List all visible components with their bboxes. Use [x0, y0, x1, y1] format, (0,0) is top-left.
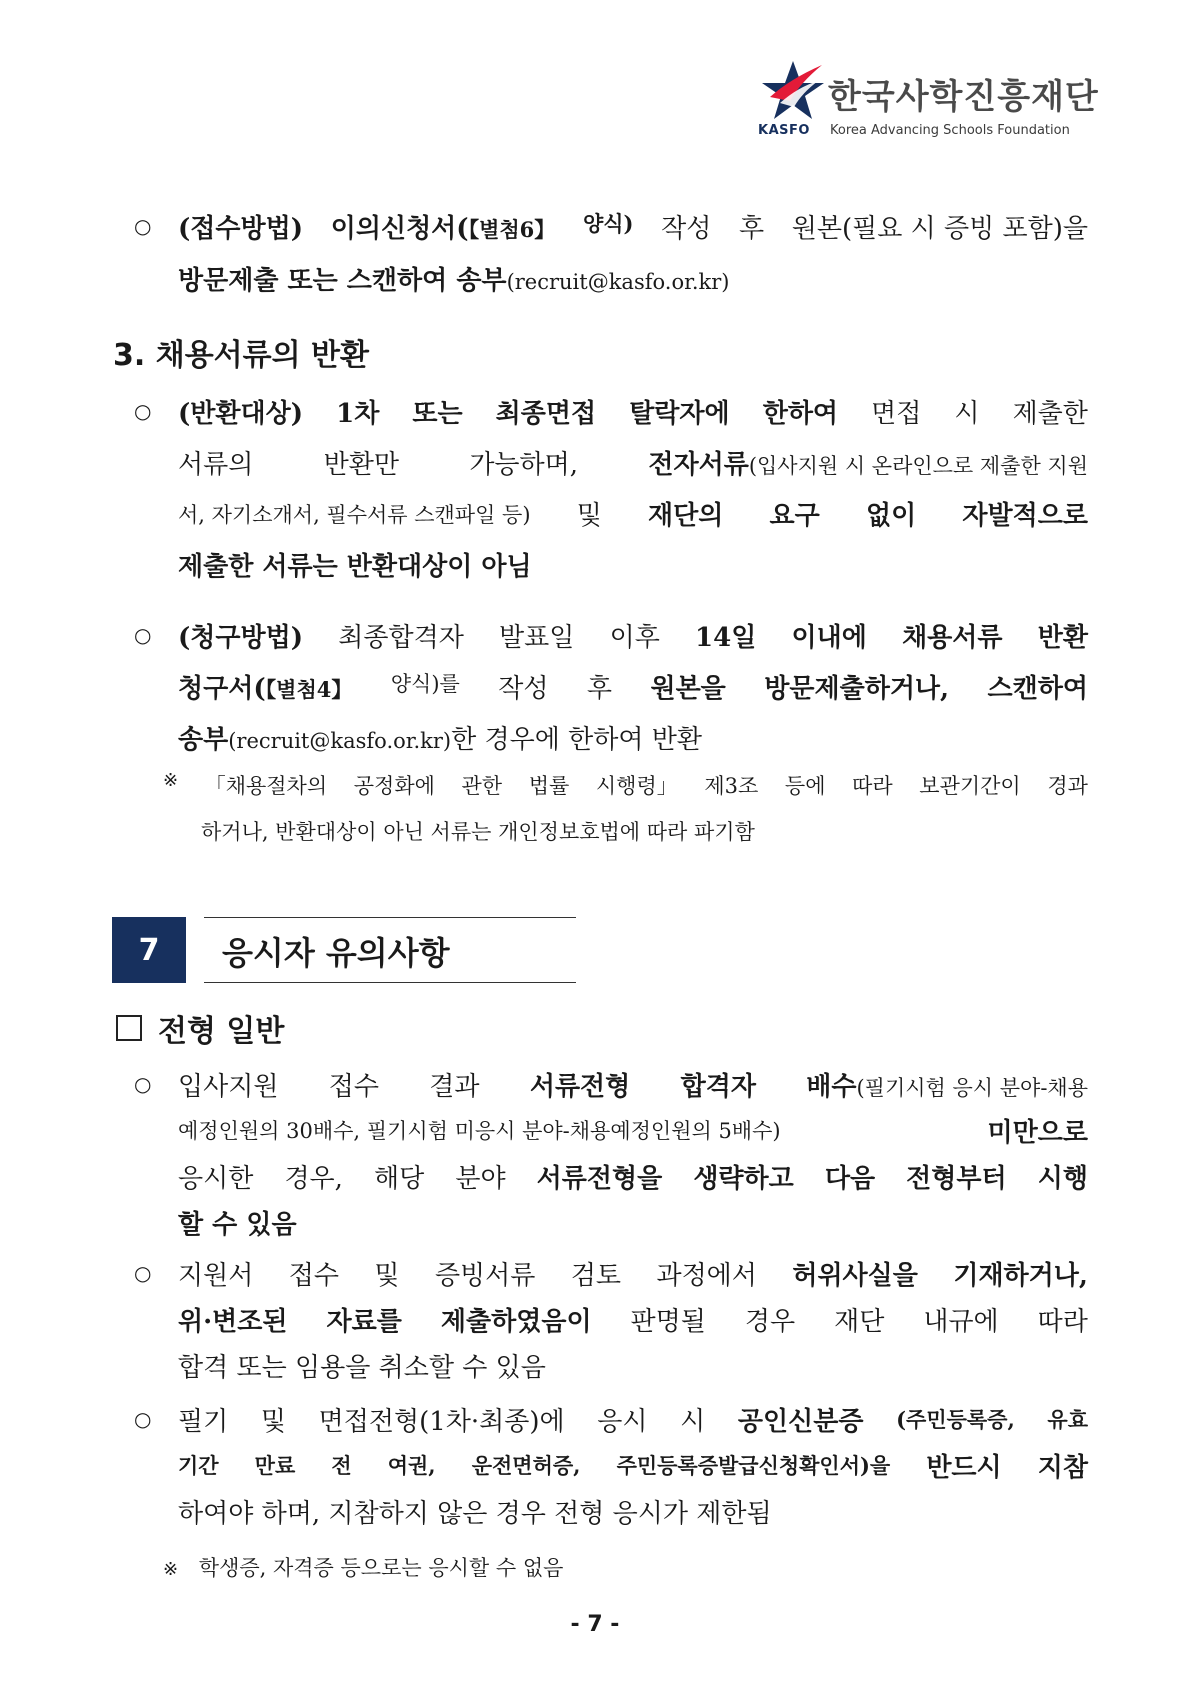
org-name-korean: 한국사학진흥재단	[828, 77, 1099, 117]
section-heading-return: 3. 채용서류의 반환	[113, 338, 370, 373]
note-mark: ※	[163, 770, 179, 791]
section-rule-bottom	[204, 982, 576, 983]
org-name-english: Korea Advancing Schools Foundation	[830, 123, 1070, 138]
bullet: ○	[134, 1407, 152, 1431]
bullet: ○	[134, 1261, 152, 1285]
bullet: ○	[134, 399, 152, 423]
note-mark: ※	[163, 1559, 179, 1580]
star-logo-icon	[760, 57, 826, 123]
page-number: - 7 -	[570, 1612, 620, 1637]
return-note: ※ 「채용절차의 공정화에 관한 법률 시행령」 제3조 등에 따라 보관기간이 경과 하거나, 반환대상이 아닌 서류는 개인정보호법에 따라 파기함	[163, 770, 1088, 844]
section-title: 응시자 유의사항	[222, 934, 450, 972]
bullet: ○	[134, 623, 152, 647]
receipt-line-1: (접수방법) 이의신청서(【별첨6】 양식) 작성 후 원본(필요 시 증빙 포함)을	[178, 211, 1088, 244]
checkbox-square-icon	[116, 1015, 142, 1041]
section-number-box: 7	[112, 917, 186, 983]
sub-heading-general: 전형 일반	[116, 1006, 284, 1050]
bullet: ○	[134, 214, 152, 238]
kasfo-logo	[752, 55, 1099, 145]
receipt-line-2: 방문제출 또는 스캔하여 송부(recruit@kasfo.or.kr)	[178, 266, 730, 296]
org-abbreviation: KASFO	[758, 123, 810, 138]
section-rule-top	[204, 917, 576, 918]
bullet: ○	[134, 1072, 152, 1096]
general-note: ※ 학생증, 자격증 등으로는 응시할 수 없음	[163, 1556, 564, 1580]
